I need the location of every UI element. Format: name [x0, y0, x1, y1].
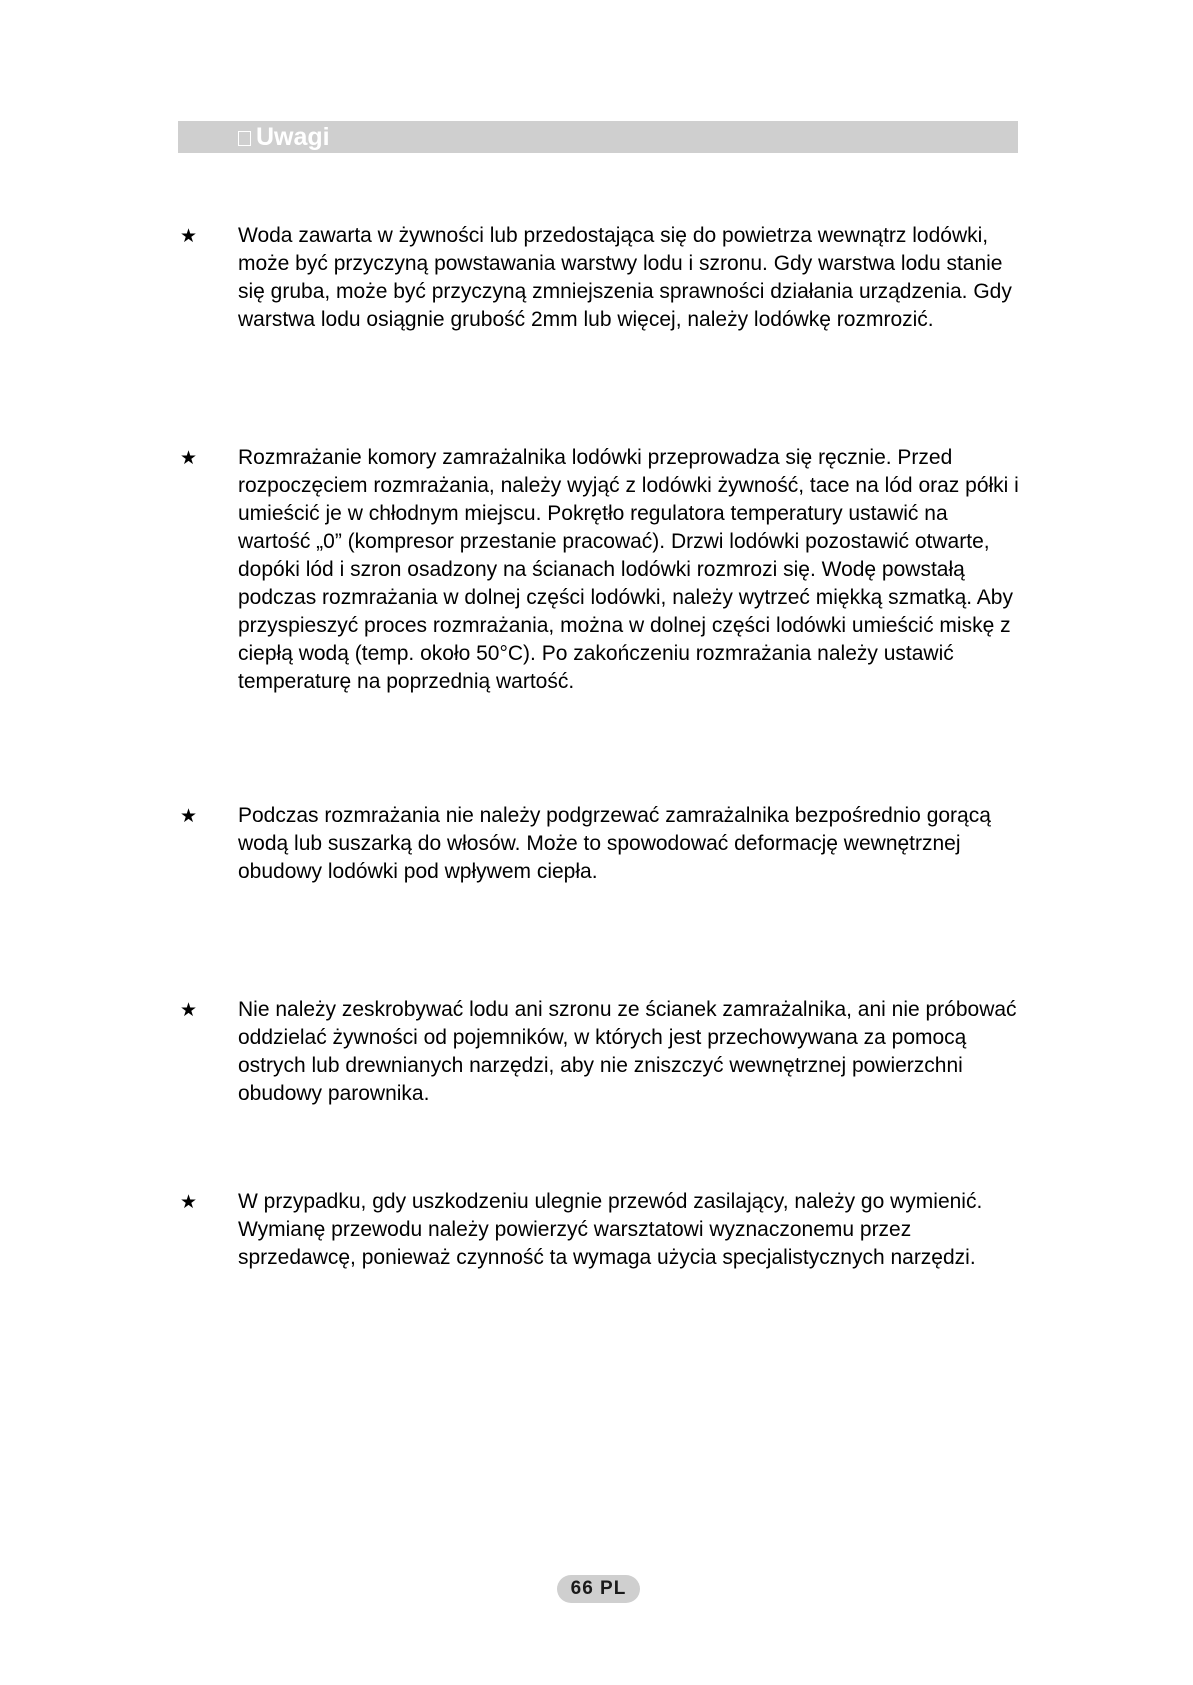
note-text: Woda zawarta w żywności lub przedostająca się do powietrza wewnątrz lodówki, może być przyczyną powstawania warstwy lodu i szronu. Gdy warstwa lodu stanie się gruba, może być przyczyną zmniejszenia sprawności działania urządzenia. Gdy warstwa lodu osiągnie grubość 2mm lub więcej, należy lodówkę rozmrozić.	[238, 224, 1012, 331]
star-bullet-icon: ★	[180, 1191, 198, 1213]
note-text: Podczas rozmrażania nie należy podgrzewać zamrażalnika bezpośrednio gorącą wodą lub suszarką do włosów. Może to spowodować deformację wewnętrznej obudowy lodówki pod wpływem ciepła.	[238, 804, 991, 883]
page-number-badge: 66 PL	[557, 1575, 640, 1603]
star-bullet-icon: ★	[180, 447, 198, 469]
checkbox-square-icon	[238, 131, 251, 146]
section-title	[238, 121, 330, 153]
section-header-bar	[178, 121, 1018, 153]
note-text: W przypadku, gdy uszkodzeniu ulegnie przewód zasilający, należy go wymienić. Wymianę przewodu należy powierzyć warsztatowi wyznaczonemu przez sprzedawcę, ponieważ czynność ta wymaga użycia specjalistycznych narzędzi.	[238, 1190, 983, 1269]
star-bullet-icon: ★	[180, 999, 198, 1021]
section-title-text: Uwagi	[256, 123, 330, 151]
note-text: Rozmrażanie komory zamrażalnika lodówki przeprowadza się ręcznie. Przed rozpoczęciem rozmrażania, należy wyjąć z lodówki żywność, tace na lód oraz półki i umieścić je w chłodnym miejscu. Pokrętło regulatora temperatury ustawić na wartość „0” (kompresor przestanie pracować). Drzwi lodówki pozostawić otwarte, dopóki lód i szron osadzony na ścianach lodówki rozmrozi się. Wodę powstałą podczas rozmrażania w dolnej części lodówki, należy wytrzeć miękką szmatką. Aby przyspieszyć proces rozmrażania, można w dolnej części lodówki umieścić miskę z ciepłą wodą (temp. około 50°C). Po zakończeniu rozmrażania należy ustawić temperaturę na poprzednią wartość.	[238, 446, 1019, 693]
star-bullet-icon: ★	[180, 225, 198, 247]
star-bullet-icon: ★	[180, 805, 198, 827]
note-text: Nie należy zeskrobywać lodu ani szronu ze ścianek zamrażalnika, ani nie próbować oddzielać żywności od pojemników, w których jest przechowywana za pomocą ostrych lub drewnianych narzędzi, aby nie zniszczyć wewnętrznej powierzchni obudowy parownika.	[238, 998, 1017, 1105]
